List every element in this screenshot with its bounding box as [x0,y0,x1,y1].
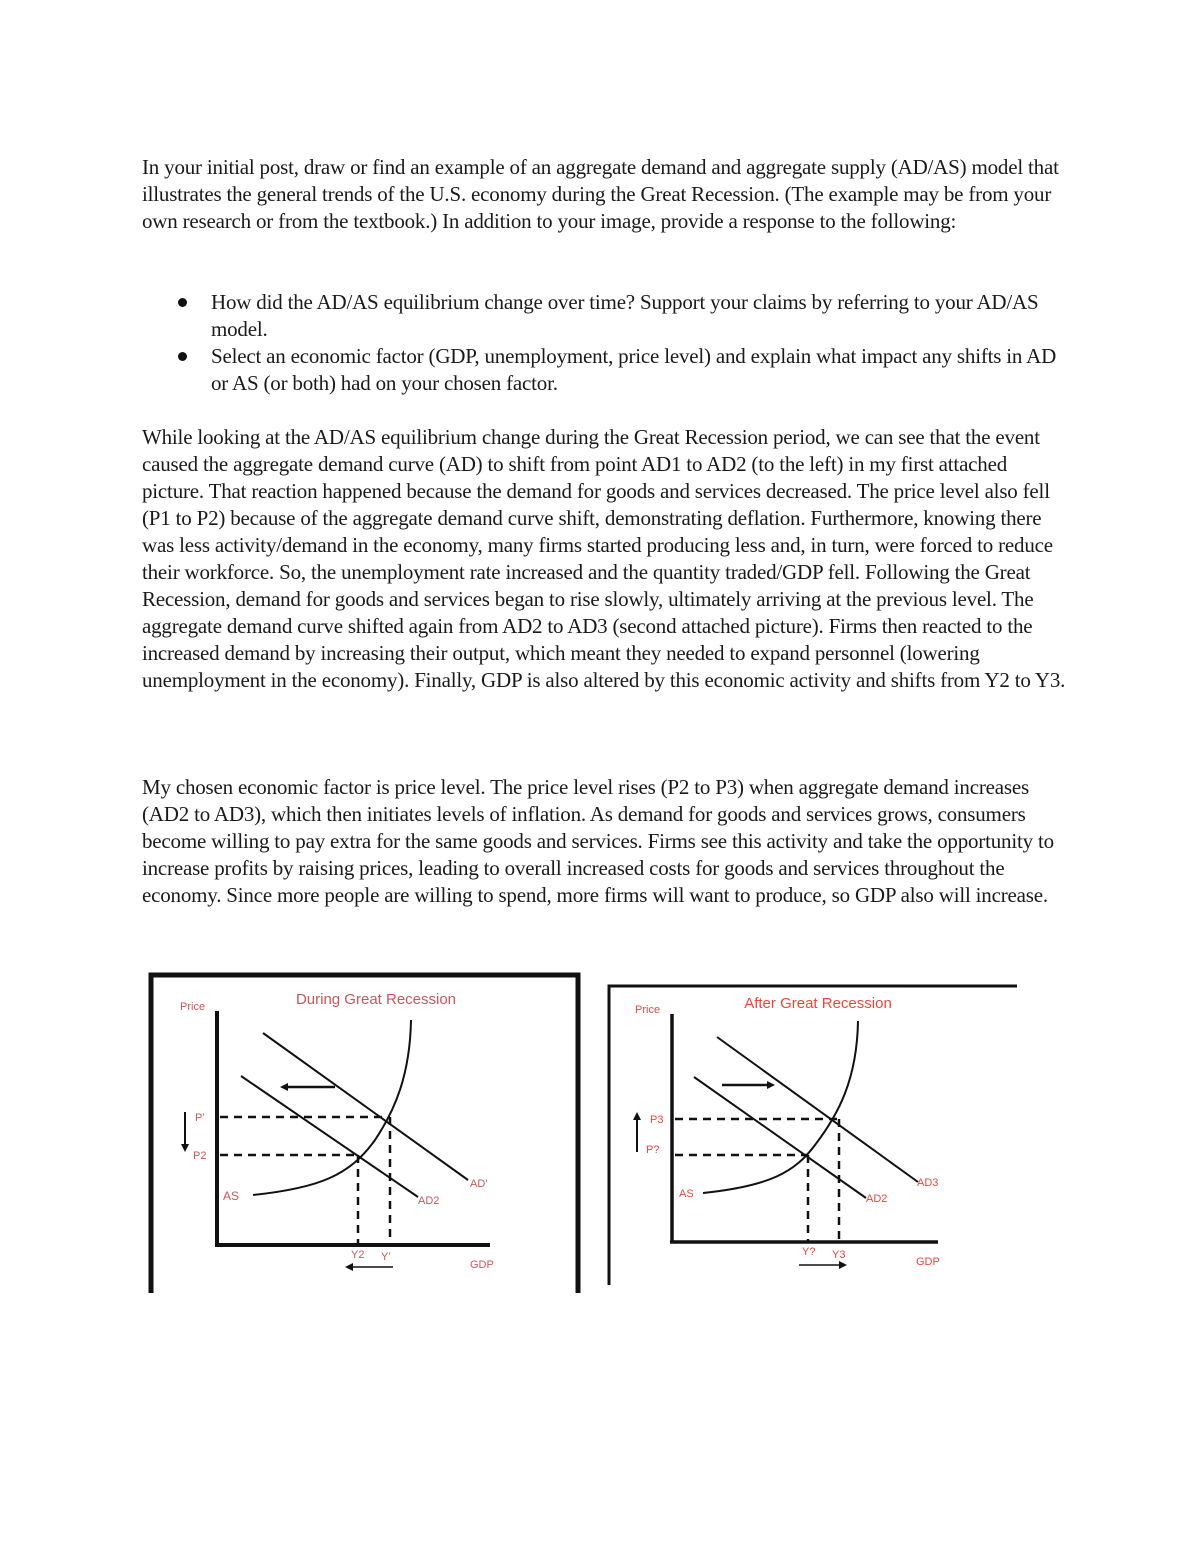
supply-label: AS [223,1189,240,1203]
price-label-p2: P2 [193,1150,207,1162]
diagram-frame [609,986,1017,1285]
as-curve [703,1021,858,1193]
response-paragraph-2: My chosen economic factor is price level. The price level rises (P2 to P3) when aggregate demand increases (AD2 to AD3), which then initiates levels of inflation. As demand for goods and services grows, consumers become willing to pay extra for the same goods and services. Firms see this activity and take the opportunity to increase profits by raising prices, leading to overall increased costs for goods and services throughout the economy. Since more people are willing to spend, more firms will want to produce, so GDP also will increase. [142,775,1054,907]
price-label-p1: P’ [195,1112,205,1124]
y-axis-label: Price [635,1004,661,1016]
x-axis-label: GDP [916,1256,940,1268]
demand-label-ad3: AD3 [917,1177,939,1189]
diagram-title: After Great Recession [744,995,892,1012]
bullet-text: Select an economic factor (GDP, unemployment, price level) and explain what impact any shifts in AD or AS (or both) had on your chosen factor. [211,344,1057,395]
demand-label-ad2: AD2 [866,1193,888,1205]
supply-label: AS [679,1188,694,1200]
equilibrium-guides [675,1119,839,1242]
ad3-curve [717,1037,918,1182]
quantity-label-y1: Y’ [381,1251,391,1263]
bullet-text: How did the AD/AS equilibrium change over time? Support your claims by referring to your AD/AS model. [211,290,1039,341]
response-paragraph-1: While looking at the AD/AS equilibrium change during the Great Recession period, we can see that the event caused the aggregate demand curve (AD) to shift from point AD1 to AD2 (to the left) in my first attached picture. That reaction happened because the demand for goods and services decreased. The price level also fell (P1 to P2) because of the aggregate demand curve shift, demonstrating deflation. Furthermore, knowing there was less activity/demand in the economy, many firms started producing less and, in turn, were forced to reduce their workforce. So, the unemployment rate increased and the quantity traded/GDP fell. Following the Great Recession, demand for goods and services began to rise slowly, ultimately arriving at the previous level. The aggregate demand curve shifted again from AD2 to AD3 (second attached picture). Firms then reacted to the increased demand by increasing their output, which meant they needed to expand personnel (lowering unemployment in the economy). Finally, GDP is also altered by this economic activity and shifts from Y2 to Y3. [142,425,1066,692]
quantity-label-y2: Y? [802,1246,816,1258]
quantity-label-y3: Y3 [832,1249,846,1261]
price-label-p2: P? [646,1144,660,1156]
quantity-label-y2: Y2 [351,1249,365,1261]
price-label-p3: P3 [650,1114,664,1126]
demand-label-ad2: AD2 [418,1195,440,1207]
demand-label-ad1: AD’ [470,1178,488,1190]
x-axis-label: GDP [470,1259,494,1271]
prompt-intro: In your initial post, draw or find an example of an aggregate demand and aggregate supply (AD/AS) model that illustrates the general trends of the U.S. economy during the Great Recession. (The example may be from your own research or from the textbook.) In addition to your image, provide a response to the following: [142,155,1059,233]
diagram-title: During Great Recession [295,991,457,1008]
y-axis-label: Price [180,1001,206,1013]
